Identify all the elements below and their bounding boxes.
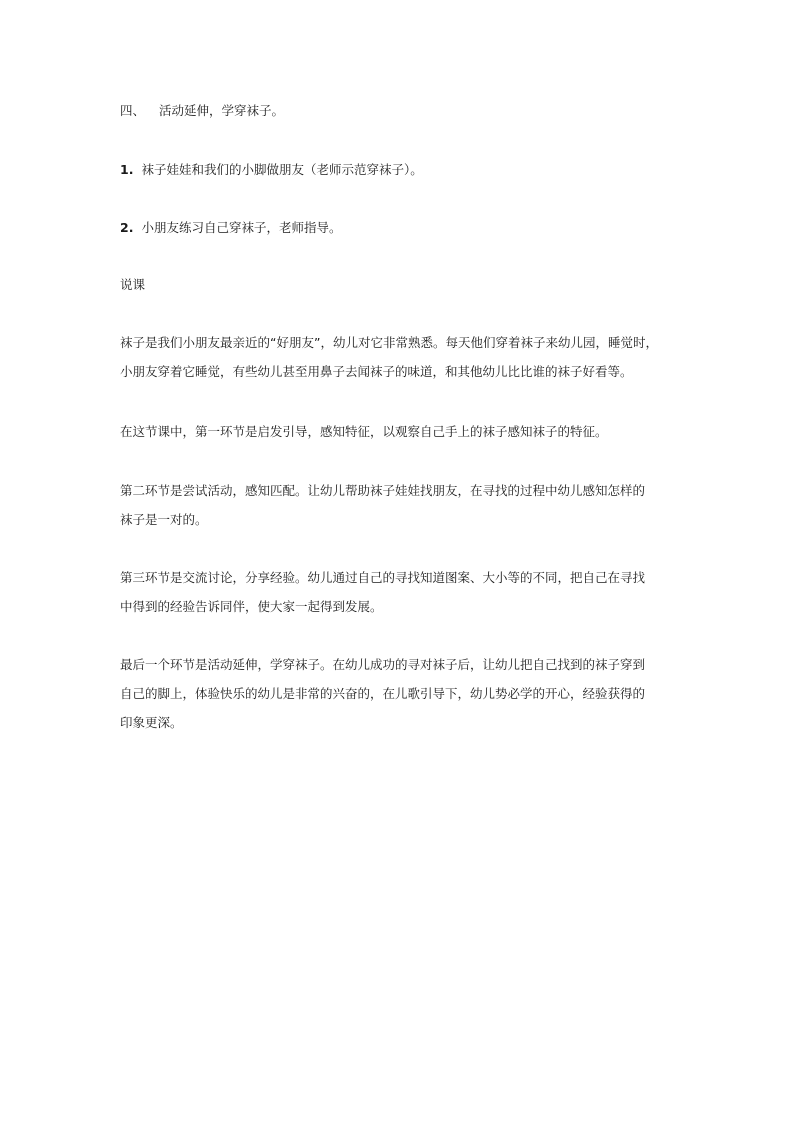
paragraph-1 [120,328,676,386]
paragraph-line: 自己的脚上，体验快乐的幼儿是非常的兴奋的，在儿歌引导下，幼儿势必学的开心，经验获得的 [120,686,646,701]
paragraph-line: 袜子是一对的。 [120,512,208,527]
paragraph-line: 袜子是我们小朋友最亲近的“好朋友”，幼儿对它非常熟悉。每天他们穿着袜子来幼儿园，睡觉时， [120,335,658,350]
step-number: 2. [120,220,134,235]
paragraph-line: 最后一个环节是活动延伸，学穿袜子。在幼儿成功的寻对袜子后，让幼儿把自己找到的袜子穿到 [120,657,646,672]
section-number: 四、 [120,103,146,118]
step-text: 袜子娃娃和我们的小脚做朋友（老师示范穿袜子）。 [141,162,423,177]
paragraph-line: 中得到的经验告诉同伴，使大家一起得到发展。 [120,599,383,614]
paragraph-4 [120,563,676,621]
step-number: 1. [120,162,134,177]
paragraph-3 [120,476,676,534]
paragraph-line: 印象更深。 [120,715,183,730]
lecture-heading: 说课 [120,277,146,292]
section-4-heading [120,96,676,125]
section-title: 活动延伸，学穿袜子。 [159,103,285,118]
paragraph-line: 第三环节是交流讨论，分享经验。幼儿通过自己的寻找知道图案、大小等的不同，把自己在寻找 [120,570,646,585]
paragraph-line: 在这节课中，第一环节是启发引导，感知特征，以观察自己手上的袜子感知袜子的特征。 [120,424,608,439]
paragraph-5 [120,650,676,737]
step-text: 小朋友练习自己穿袜子，老师指导。 [141,220,342,235]
paragraph-2 [120,417,676,446]
paragraph-line: 小朋友穿着它睡觉，有些幼儿甚至用鼻子去闻袜子的味道，和其他幼儿比比谁的袜子好看等。 [120,364,633,379]
step-1 [120,155,676,184]
step-2 [120,213,676,242]
paragraph-line: 第二环节是尝试活动，感知匹配。让幼儿帮助袜子娃娃找朋友，在寻找的过程中幼儿感知怎样的 [120,483,646,498]
